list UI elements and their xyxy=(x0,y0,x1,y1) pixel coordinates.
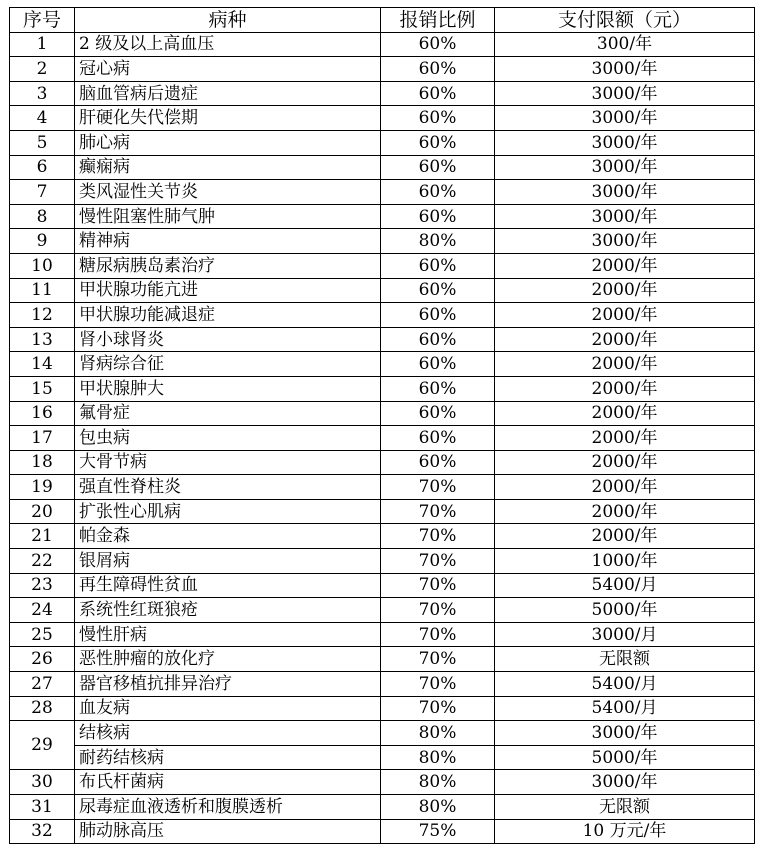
payment-limit: 无限额 xyxy=(495,647,755,672)
disease-name: 甲状腺肿大 xyxy=(75,376,381,401)
table-row xyxy=(10,524,755,549)
payment-limit: 5000/年 xyxy=(495,745,755,770)
disease-name: 扩张性心肌病 xyxy=(75,499,381,524)
reimbursement-ratio: 75% xyxy=(381,819,495,844)
table-row xyxy=(10,204,755,229)
reimbursement-ratio: 80% xyxy=(381,745,495,770)
row-number: 1 xyxy=(10,32,75,57)
disease-name: 2 级及以上高血压 xyxy=(75,32,381,57)
header-disease: 病种 xyxy=(75,8,381,33)
row-number: 20 xyxy=(10,499,75,524)
disease-name: 结核病 xyxy=(75,721,381,746)
payment-limit: 2000/年 xyxy=(495,278,755,303)
row-number: 9 xyxy=(10,229,75,254)
table-row xyxy=(10,647,755,672)
row-number: 4 xyxy=(10,106,75,131)
disease-name: 脑血管病后遗症 xyxy=(75,81,381,106)
payment-limit: 2000/年 xyxy=(495,376,755,401)
payment-limit: 3000/月 xyxy=(495,622,755,647)
table-row xyxy=(10,278,755,303)
reimbursement-ratio: 60% xyxy=(381,81,495,106)
reimbursement-ratio: 60% xyxy=(381,204,495,229)
disease-name: 慢性阻塞性肺气肿 xyxy=(75,204,381,229)
disease-name: 类风湿性关节炎 xyxy=(75,180,381,205)
header-ratio: 报销比例 xyxy=(381,8,495,33)
row-number: 28 xyxy=(10,696,75,721)
payment-limit: 2000/年 xyxy=(495,475,755,500)
header-no: 序号 xyxy=(10,8,75,33)
reimbursement-ratio: 60% xyxy=(381,106,495,131)
disease-name: 氟骨症 xyxy=(75,401,381,426)
row-number: 27 xyxy=(10,672,75,697)
table-row xyxy=(10,401,755,426)
table-row xyxy=(10,229,755,254)
disease-name: 慢性肝病 xyxy=(75,622,381,647)
payment-limit: 2000/年 xyxy=(495,327,755,352)
payment-limit: 5400/月 xyxy=(495,573,755,598)
payment-limit: 5400/月 xyxy=(495,696,755,721)
disease-name: 血友病 xyxy=(75,696,381,721)
payment-limit: 10 万元/年 xyxy=(495,819,755,844)
reimbursement-ratio: 60% xyxy=(381,57,495,82)
reimbursement-ratio: 60% xyxy=(381,253,495,278)
row-number: 2 xyxy=(10,57,75,82)
header-limit: 支付限额（元） xyxy=(495,8,755,33)
table-row xyxy=(10,696,755,721)
disease-name: 包虫病 xyxy=(75,426,381,451)
table-row xyxy=(10,106,755,131)
reimbursement-ratio: 60% xyxy=(381,303,495,328)
row-number: 18 xyxy=(10,450,75,475)
row-number: 26 xyxy=(10,647,75,672)
disease-name: 肝硬化失代偿期 xyxy=(75,106,381,131)
table-row xyxy=(10,32,755,57)
table-row xyxy=(10,253,755,278)
payment-limit: 2000/年 xyxy=(495,352,755,377)
reimbursement-ratio: 70% xyxy=(381,647,495,672)
row-number: 15 xyxy=(10,376,75,401)
table-body xyxy=(10,32,755,844)
disease-name: 冠心病 xyxy=(75,57,381,82)
disease-name: 器官移植抗排异治疗 xyxy=(75,672,381,697)
reimbursement-ratio: 70% xyxy=(381,622,495,647)
payment-limit: 无限额 xyxy=(495,795,755,820)
table-row xyxy=(10,81,755,106)
disease-name: 布氏杆菌病 xyxy=(75,770,381,795)
table-row xyxy=(10,672,755,697)
disease-name: 肾病综合征 xyxy=(75,352,381,377)
reimbursement-table xyxy=(9,7,755,844)
table-row xyxy=(10,795,755,820)
row-number: 16 xyxy=(10,401,75,426)
reimbursement-ratio: 60% xyxy=(381,278,495,303)
disease-name: 肺心病 xyxy=(75,130,381,155)
row-number: 31 xyxy=(10,795,75,820)
reimbursement-ratio: 60% xyxy=(381,352,495,377)
disease-name: 帕金森 xyxy=(75,524,381,549)
table-row xyxy=(10,426,755,451)
row-number: 30 xyxy=(10,770,75,795)
payment-limit: 2000/年 xyxy=(495,426,755,451)
table-row xyxy=(10,770,755,795)
table-row xyxy=(10,745,755,770)
disease-name: 肺动脉高压 xyxy=(75,819,381,844)
row-number: 7 xyxy=(10,180,75,205)
payment-limit: 300/年 xyxy=(495,32,755,57)
payment-limit: 2000/年 xyxy=(495,303,755,328)
table-row xyxy=(10,450,755,475)
table-row xyxy=(10,180,755,205)
row-number: 3 xyxy=(10,81,75,106)
row-number: 22 xyxy=(10,549,75,574)
payment-limit: 3000/年 xyxy=(495,130,755,155)
reimbursement-ratio: 60% xyxy=(381,426,495,451)
reimbursement-ratio: 60% xyxy=(381,180,495,205)
reimbursement-ratio: 80% xyxy=(381,770,495,795)
row-number: 10 xyxy=(10,253,75,278)
payment-limit: 2000/年 xyxy=(495,499,755,524)
reimbursement-ratio: 70% xyxy=(381,672,495,697)
table-row xyxy=(10,475,755,500)
row-number: 14 xyxy=(10,352,75,377)
table-row xyxy=(10,327,755,352)
table-row xyxy=(10,376,755,401)
reimbursement-ratio: 70% xyxy=(381,524,495,549)
reimbursement-ratio: 80% xyxy=(381,229,495,254)
reimbursement-ratio: 60% xyxy=(381,155,495,180)
disease-name: 肾小球肾炎 xyxy=(75,327,381,352)
reimbursement-ratio: 80% xyxy=(381,721,495,746)
reimbursement-ratio: 60% xyxy=(381,327,495,352)
payment-limit: 5000/年 xyxy=(495,598,755,623)
payment-limit: 3000/年 xyxy=(495,57,755,82)
payment-limit: 3000/年 xyxy=(495,204,755,229)
table-row xyxy=(10,598,755,623)
disease-name: 恶性肿瘤的放化疗 xyxy=(75,647,381,672)
row-number: 24 xyxy=(10,598,75,623)
table-row xyxy=(10,155,755,180)
row-number: 23 xyxy=(10,573,75,598)
payment-limit: 3000/年 xyxy=(495,770,755,795)
payment-limit: 2000/年 xyxy=(495,253,755,278)
reimbursement-ratio: 70% xyxy=(381,696,495,721)
payment-limit: 5400/月 xyxy=(495,672,755,697)
disease-name: 再生障碍性贫血 xyxy=(75,573,381,598)
reimbursement-ratio: 70% xyxy=(381,475,495,500)
reimbursement-ratio: 70% xyxy=(381,573,495,598)
reimbursement-ratio: 70% xyxy=(381,598,495,623)
row-number: 17 xyxy=(10,426,75,451)
payment-limit: 3000/年 xyxy=(495,721,755,746)
row-number: 5 xyxy=(10,130,75,155)
row-number: 6 xyxy=(10,155,75,180)
payment-limit: 1000/年 xyxy=(495,549,755,574)
table-row xyxy=(10,499,755,524)
table-row xyxy=(10,352,755,377)
disease-name: 甲状腺功能减退症 xyxy=(75,303,381,328)
payment-limit: 3000/年 xyxy=(495,106,755,131)
disease-name: 系统性红斑狼疮 xyxy=(75,598,381,623)
row-number: 13 xyxy=(10,327,75,352)
header-row xyxy=(10,8,755,33)
reimbursement-ratio: 70% xyxy=(381,549,495,574)
payment-limit: 3000/年 xyxy=(495,155,755,180)
disease-name: 强直性脊柱炎 xyxy=(75,475,381,500)
disease-name: 耐药结核病 xyxy=(75,745,381,770)
payment-limit: 2000/年 xyxy=(495,450,755,475)
payment-limit: 2000/年 xyxy=(495,401,755,426)
reimbursement-ratio: 70% xyxy=(381,499,495,524)
disease-name: 癫痫病 xyxy=(75,155,381,180)
reimbursement-ratio: 80% xyxy=(381,795,495,820)
row-number: 29 xyxy=(10,721,75,770)
row-number: 11 xyxy=(10,278,75,303)
payment-limit: 3000/年 xyxy=(495,81,755,106)
disease-name: 甲状腺功能亢进 xyxy=(75,278,381,303)
table-row xyxy=(10,130,755,155)
reimbursement-ratio: 60% xyxy=(381,401,495,426)
reimbursement-ratio: 60% xyxy=(381,32,495,57)
row-number: 25 xyxy=(10,622,75,647)
disease-name: 糖尿病胰岛素治疗 xyxy=(75,253,381,278)
payment-limit: 3000/年 xyxy=(495,180,755,205)
row-number: 8 xyxy=(10,204,75,229)
table-row xyxy=(10,549,755,574)
row-number: 12 xyxy=(10,303,75,328)
table-row xyxy=(10,57,755,82)
payment-limit: 2000/年 xyxy=(495,524,755,549)
disease-name: 大骨节病 xyxy=(75,450,381,475)
table-row xyxy=(10,721,755,746)
disease-name: 尿毒症血液透析和腹膜透析 xyxy=(75,795,381,820)
table-row xyxy=(10,573,755,598)
table-row xyxy=(10,622,755,647)
payment-limit: 3000/年 xyxy=(495,229,755,254)
row-number: 21 xyxy=(10,524,75,549)
disease-name: 银屑病 xyxy=(75,549,381,574)
row-number: 19 xyxy=(10,475,75,500)
row-number: 32 xyxy=(10,819,75,844)
reimbursement-ratio: 60% xyxy=(381,130,495,155)
table-row xyxy=(10,819,755,844)
table-row xyxy=(10,303,755,328)
reimbursement-ratio: 60% xyxy=(381,376,495,401)
disease-name: 精神病 xyxy=(75,229,381,254)
reimbursement-ratio: 60% xyxy=(381,450,495,475)
